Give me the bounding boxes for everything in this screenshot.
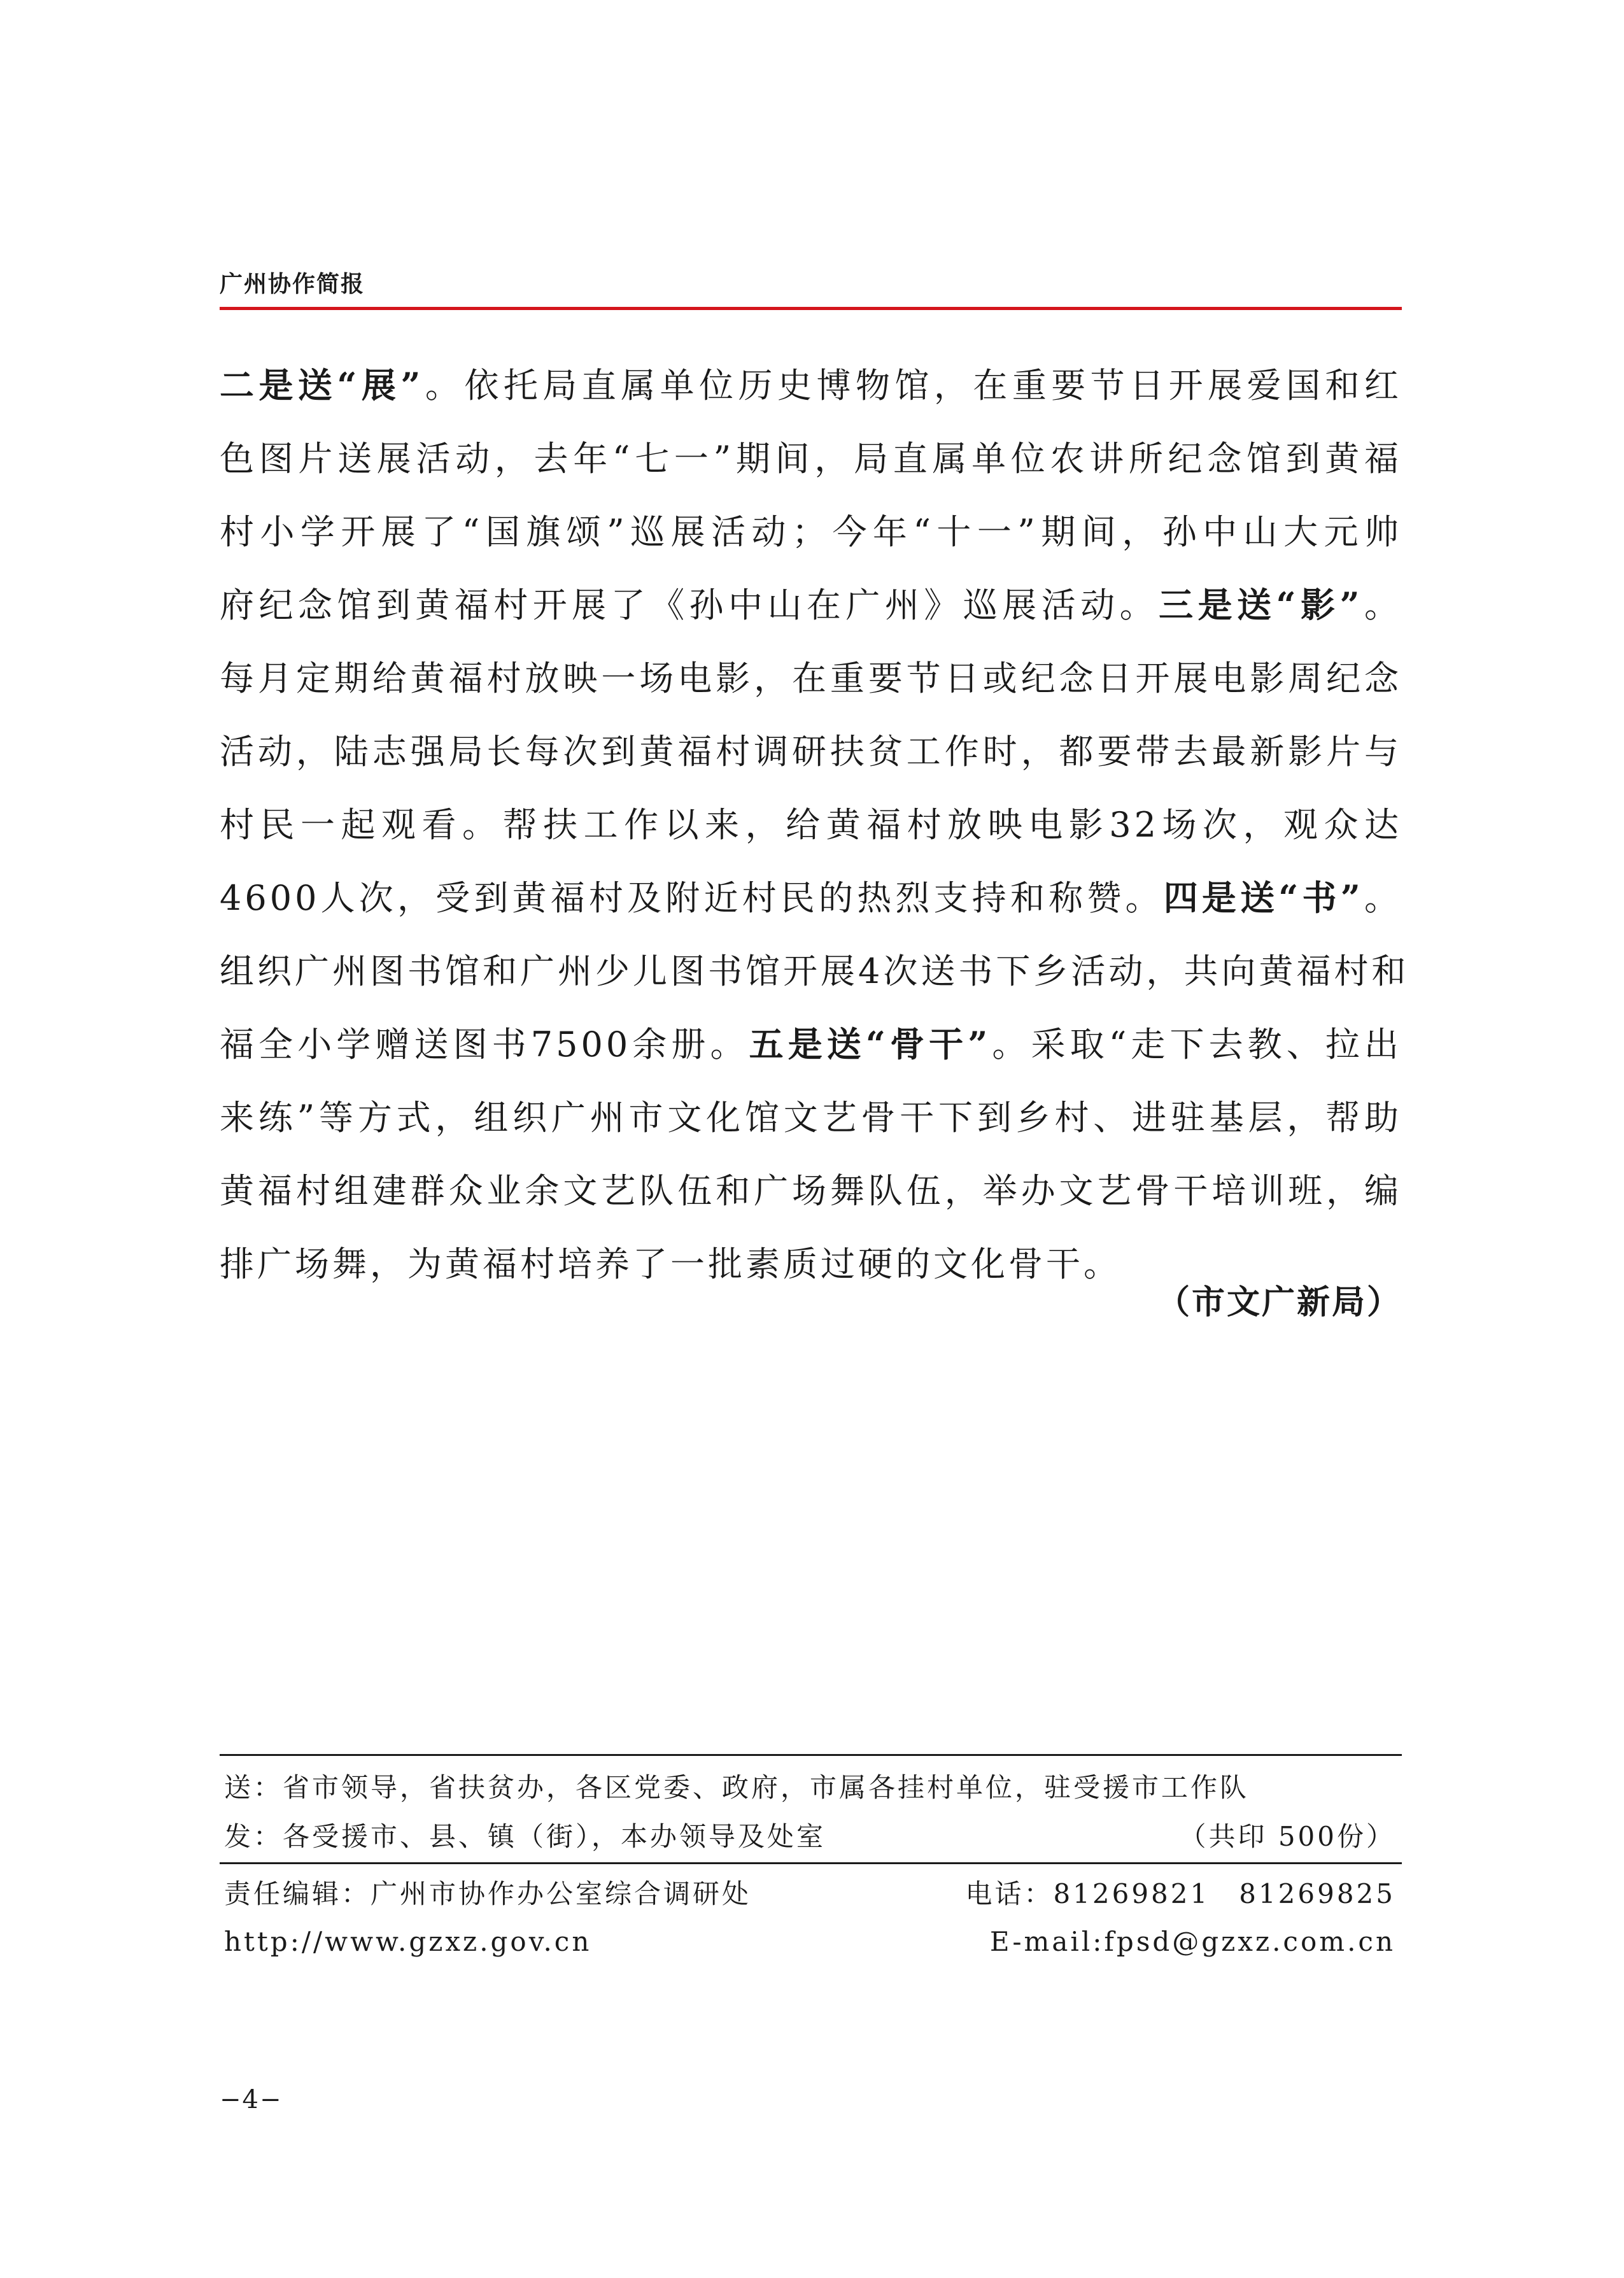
article-line <box>220 495 1402 569</box>
article-line <box>220 1154 1402 1227</box>
article-highlight-phrase: 三是送“影” <box>1159 584 1363 625</box>
article-text-segment: 。 <box>1362 585 1402 625</box>
article-text-segment: 来练”等方式，组织广州市文化馆文艺骨干下到乡村、进驻基层，帮助 <box>220 1098 1402 1138</box>
article-text-segment: 黄福村组建群众业余文艺队伍和广场舞队伍，举办文艺骨干培训班，编 <box>220 1171 1402 1211</box>
footer-print-count: （共印 500份） <box>1179 1821 1395 1852</box>
footer-editor: 责任编辑：广州市协作办公室综合调研处 <box>224 1878 752 1909</box>
page-number: −4− <box>220 2085 283 2114</box>
article-signature: （市文广新局） <box>1156 1284 1402 1322</box>
article-text-segment: 4600人次，受到黄福村及附近村民的热烈支持和称赞。 <box>220 878 1164 918</box>
article-line <box>220 349 1402 422</box>
article-line <box>220 788 1402 861</box>
article-text-segment: 色图片送展活动，去年“七一”期间，局直属单位农讲所纪念馆到黄福 <box>220 439 1402 479</box>
footer-website[interactable]: http://www.gzxz.gov.cn <box>224 1926 592 1957</box>
article-line <box>220 935 1409 1008</box>
footer-distribute-row <box>224 1816 1395 1854</box>
header-title: 广州协作简报 <box>220 271 365 297</box>
article-text-segment: 福全小学赠送图书7500余册。 <box>220 1024 749 1065</box>
article-text-segment: 村民一起观看。帮扶工作以来，给黄福村放映电影32场次，观众达 <box>220 805 1402 845</box>
article-text-segment: 。依托局直属单位历史博物馆，在重要节日开展爱国和红 <box>423 365 1402 406</box>
footer-top-rule <box>220 1754 1402 1756</box>
article-highlight-phrase: 四是送“书” <box>1163 877 1364 918</box>
article-text-segment: 排广场舞，为黄福村培养了一批素质过硬的文化骨干。 <box>220 1244 1121 1284</box>
footer-phone: 电话：81269821 81269825 <box>965 1878 1395 1909</box>
footer-email[interactable]: E-mail:fpsd@gzxz.com.cn <box>989 1926 1395 1957</box>
article-text-segment: 。采取“走下去教、拉出 <box>991 1024 1402 1065</box>
article-highlight-phrase: 二是送“展” <box>220 365 424 406</box>
header-red-rule <box>220 307 1402 310</box>
footer-middle-rule <box>220 1862 1402 1864</box>
article-text-segment: 活动，陆志强局长每次到黄福村调研扶贫工作时，都要带去最新影片与 <box>220 732 1402 772</box>
article-text-segment: 。 <box>1363 878 1402 918</box>
article-line <box>220 1008 1402 1081</box>
article-text-segment: 村小学开展了“国旗颂”巡展活动；今年“十一”期间，孙中山大元帅 <box>220 512 1402 552</box>
article-line <box>220 861 1402 935</box>
article-text-segment: 每月定期给黄福村放映一场电影，在重要节日或纪念日开展电影周纪念 <box>220 658 1402 698</box>
article-line <box>220 422 1402 495</box>
article-line <box>220 1081 1402 1154</box>
footer-contact-row <box>224 1926 1395 1957</box>
article-line <box>220 715 1402 788</box>
article-text-segment: 府纪念馆到黄福村开展了《孙中山在广州》巡展活动。 <box>220 585 1159 625</box>
footer-send-to: 送：省市领导，省扶贫办，各区党委、政府，市属各挂村单位，驻受援市工作队 <box>224 1772 1250 1803</box>
article-line <box>220 569 1402 642</box>
article-body <box>220 349 1409 1301</box>
article-text-segment: 组织广州图书馆和广州少儿图书馆开展4次送书下乡活动，共向黄福村和 <box>220 951 1409 991</box>
article-highlight-phrase: 五是送“骨干” <box>749 1024 991 1065</box>
footer-editor-row <box>224 1873 1395 1911</box>
footer-distribute-to: 发：各受援市、县、镇（街），本办领导及处室 <box>224 1821 826 1852</box>
article-line <box>220 642 1402 715</box>
